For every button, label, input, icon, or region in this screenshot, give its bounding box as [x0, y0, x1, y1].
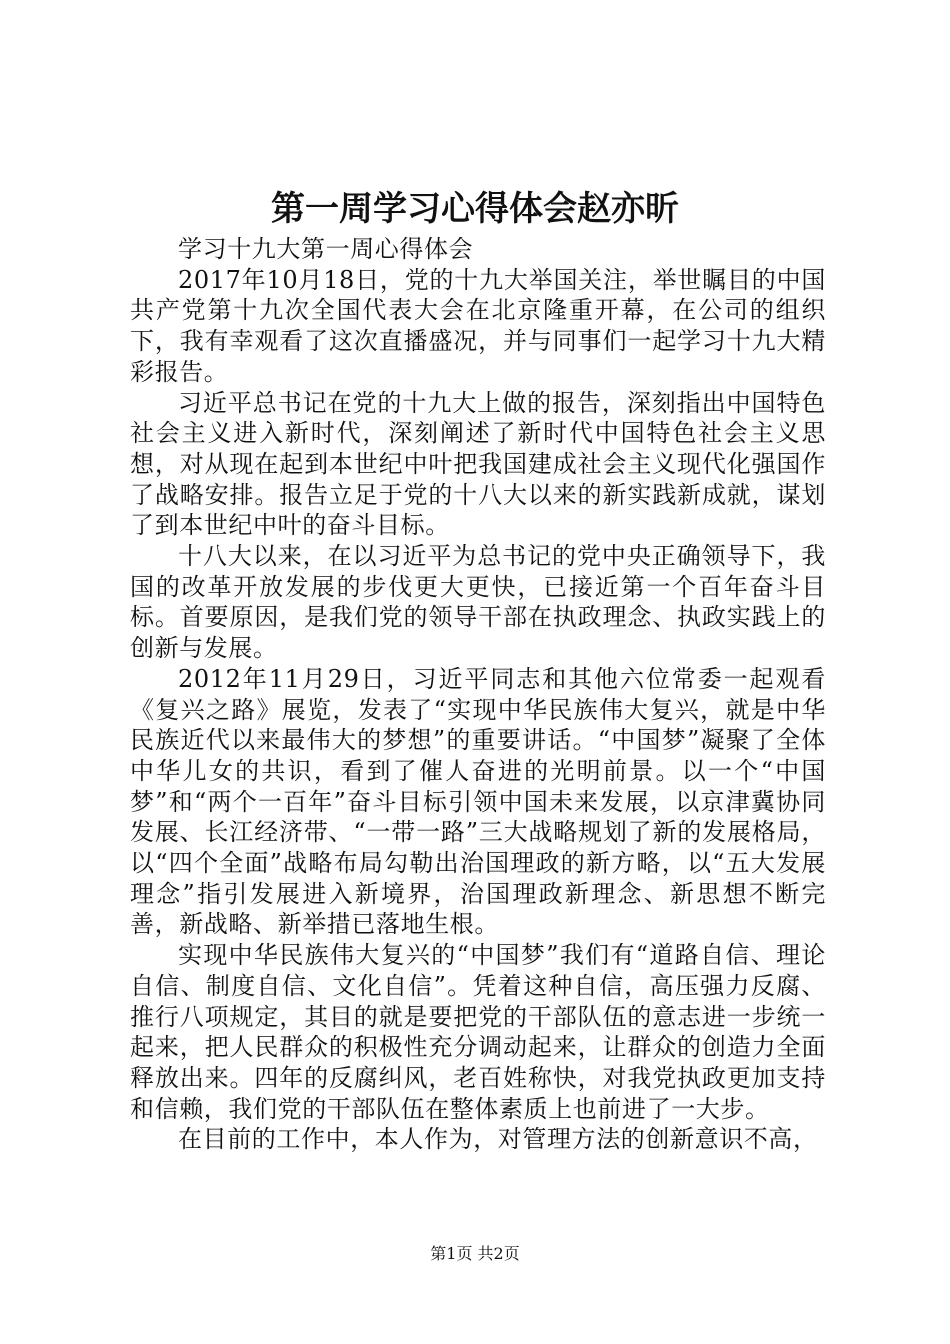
paragraph: 实现中华民族伟大复兴的“中国梦”我们有“道路自信、理论自信、制度自信、文化自信”。凭着这种自信，高压强力反腐、推行八项规定，其目的就是要把党的干部队伍的意志进一步统一起来，把人民群众的积极性充分调动起来，让群众的创造力全面释放出来。四年的反腐纠风，老百姓称快，对我党执政更加支持和信赖，我们党的干部队伍在整体素质上也前进了一大步。	[130, 941, 826, 1123]
document-body	[130, 234, 826, 1155]
document-subtitle: 学习十九大第一周心得体会	[178, 235, 474, 263]
page-number-footer: 第1页 共2页	[430, 1244, 520, 1263]
paragraph: 十八大以来，在以习近平为总书记的党中央正确领导下，我国的改革开放发展的步伐更大更快，已接近第一个百年奋斗目标。首要原因，是我们党的领导干部在执政理念、执政实践上的创新与发展。	[130, 542, 826, 663]
paragraph: 在目前的工作中，本人作为，对管理方法的创新意识不高，	[178, 1125, 818, 1154]
paragraph: 习近平总书记在党的十九大上做的报告，深刻指出中国特色社会主义进入新时代，深刻阐述了新时代中国特色社会主义思想，对从现在起到本世纪中叶把我国建成社会主义现代化强国作了战略安排。报告立足于党的十八大以来的新实践新成就，谋划了到本世纪中叶的奋斗目标。	[130, 388, 826, 540]
paragraph: 2012年11月29日，习近平同志和其他六位常委一起观看《复兴之路》展览，发表了“实现中华民族伟大复兴，就是中华民族近代以来最伟大的梦想”的重要讲话。“中国梦”凝聚了全体中华儿女的共识，看到了催人奋进的光明前景。以一个“中国梦”和“两个一百年”奋斗目标引领中国未来发展，以京津冀协同发展、长江经济带、“一带一路”三大战略规划了新的发展格局，以“四个全面”战略布局勾勒出治国理政的新方略，以“五大发展理念”指引发展进入新境界，治国理政新理念、新思想不断完善，新战略、新举措已落地生根。	[130, 664, 826, 939]
document-title: 第一周学习心得体会赵亦昕	[271, 189, 679, 229]
paragraph: 2017年10月18日，党的十九大举国关注，举世瞩目的中国共产党第十九次全国代表大会在北京隆重开幕，在公司的组织下，我有幸观看了这次直播盛况，并与同事们一起学习十九大精彩报告。	[130, 265, 826, 386]
